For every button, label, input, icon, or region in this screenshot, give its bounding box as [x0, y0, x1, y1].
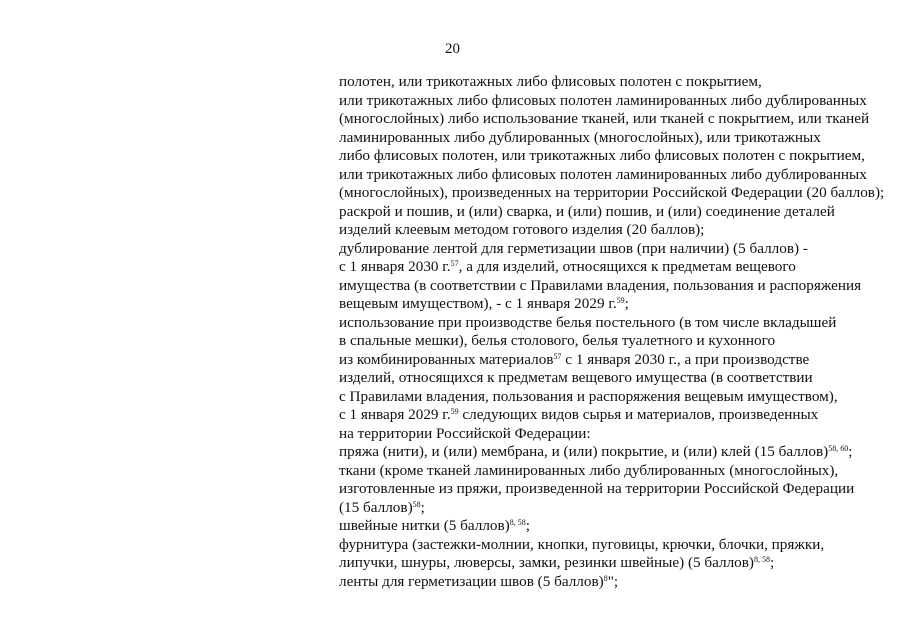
text-segment: имущества (в соответствии с Правилами владения, пользования и распоряжения — [339, 276, 862, 294]
text-segment: ткани (кроме тканей ламинированных либо дублированных (многослойных), — [339, 461, 839, 479]
text-line — [339, 314, 884, 333]
text-line — [339, 295, 884, 314]
text-line — [339, 258, 884, 277]
text-segment: на территории Российской Федерации: — [339, 424, 591, 442]
text-segment: ; — [624, 295, 629, 312]
text-segment: изделий клеевым методом готового изделия (20 баллов); — [339, 221, 705, 238]
text-line — [339, 406, 884, 425]
text-segment: (многослойных) либо использование тканей, или тканей с покрытием, или тканей — [339, 110, 870, 127]
text-segment: использование при производстве белья постельного (в том числе вкладышей — [339, 313, 837, 331]
text-segment: с 1 января 2030 г., а при производстве — [561, 350, 810, 368]
page-number — [0, 40, 905, 58]
text-line — [339, 351, 884, 370]
text-segment: вещевым имуществом), - с 1 января 2029 г. — [339, 295, 617, 312]
text-line — [339, 277, 884, 296]
text-segment: с 1 января 2029 г. — [339, 406, 451, 423]
text-line — [339, 554, 884, 573]
footnote-ref: 57 — [450, 259, 459, 268]
text-segment: изделий, относящихся к предметам вещевого имущества (в соответствии — [339, 369, 813, 386]
text-segment: ламинированных либо дублированных (многослойных), или трикотажных — [339, 128, 821, 146]
text-line — [339, 240, 884, 259]
text-segment: или трикотажных либо флисовых полотен ламинированных либо дублированных — [339, 165, 867, 183]
text-segment: ; — [770, 554, 775, 571]
text-line — [339, 166, 884, 185]
footnote-ref: 58, 60 — [828, 444, 849, 453]
document-body — [339, 73, 884, 591]
footnote-ref: 59 — [616, 296, 625, 305]
text-segment: ; — [420, 498, 425, 516]
footnote-ref: 57 — [553, 351, 562, 361]
text-line — [339, 92, 884, 111]
text-line — [339, 73, 884, 92]
text-line — [339, 536, 884, 555]
footnote-ref: 59 — [450, 407, 459, 416]
footnote-ref: 58 — [412, 499, 421, 509]
text-segment: (15 баллов) — [339, 498, 413, 516]
text-line — [339, 443, 884, 462]
text-line — [339, 388, 884, 407]
text-line — [339, 110, 884, 129]
text-segment: следующих видов сырья и материалов, произведенных — [458, 406, 819, 423]
text-segment: или трикотажных либо флисовых полотен ламинированных либо дублированных — [339, 91, 867, 109]
text-segment: раскрой и пошив, и (или) сварка, и (или) пошив, и (или) соединение деталей — [339, 202, 835, 220]
text-line — [339, 573, 884, 592]
text-line — [339, 499, 884, 518]
text-segment: дублирование лентой для герметизации швов (при наличии) (5 баллов) - — [339, 239, 808, 257]
text-line — [339, 462, 884, 481]
text-segment: полотен, или трикотажных либо флисовых полотен с покрытием, — [339, 73, 762, 90]
text-line — [339, 203, 884, 222]
text-line — [339, 332, 884, 351]
text-segment: с Правилами владения, пользования и распоряжения вещевым имуществом), — [339, 387, 838, 405]
text-line — [339, 425, 884, 444]
text-segment: швейные нитки (5 баллов) — [339, 517, 510, 534]
text-segment: ; — [848, 443, 853, 460]
text-segment: ; — [525, 517, 530, 534]
text-segment: изготовленные из пряжи, произведенной на территории Российской Федерации — [339, 480, 855, 497]
text-segment: из комбинированных материалов — [339, 350, 554, 368]
text-segment: либо флисовых полотен, или трикотажных либо флисовых полотен с покрытием, — [339, 147, 865, 164]
page-number-text: 20 — [445, 41, 460, 57]
footnote-ref: 8, 58 — [509, 518, 526, 527]
text-line — [339, 369, 884, 388]
text-segment: в спальные мешки), белья столового, белья туалетного и кухонного — [339, 332, 776, 349]
text-line — [339, 221, 884, 240]
text-segment: фурнитура (застежки-молнии, кнопки, пуговицы, крючки, блочки, пряжки, — [339, 535, 825, 553]
text-segment: липучки, шнуры, люверсы, замки, резинки швейные) (5 баллов) — [339, 554, 754, 571]
text-segment: , а для изделий, относящихся к предметам вещевого — [458, 258, 796, 275]
text-segment: с 1 января 2030 г. — [339, 258, 451, 275]
text-segment: (многослойных), произведенных на территории Российской Федерации (20 баллов); — [339, 184, 885, 201]
text-line — [339, 129, 884, 148]
text-line — [339, 480, 884, 499]
text-segment: ленты для герметизации швов (5 баллов) — [339, 572, 604, 590]
text-line — [339, 184, 884, 203]
footnote-ref: 8, 58 — [754, 555, 770, 564]
footnote-ref: 8 — [603, 573, 608, 583]
text-line — [339, 517, 884, 536]
text-line — [339, 147, 884, 166]
text-segment: "; — [607, 572, 619, 590]
text-segment: пряжа (нити), и (или) мембрана, и (или) покрытие, и (или) клей (15 баллов) — [339, 443, 829, 460]
